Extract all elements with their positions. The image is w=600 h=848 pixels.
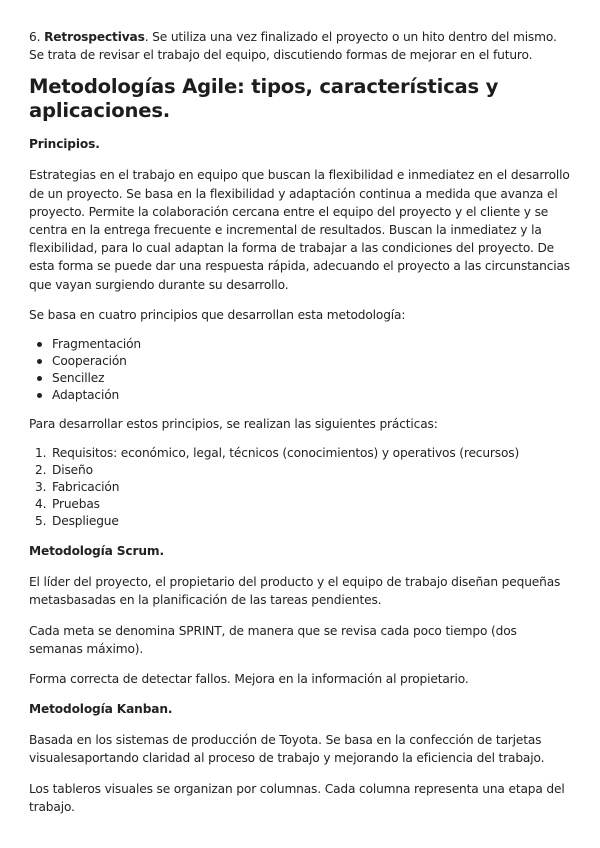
list-item-label: Fabricación: [52, 480, 120, 495]
practices-list: [29, 445, 572, 530]
list-item-label: Sencillez: [52, 371, 105, 386]
list-index: 1.: [35, 446, 47, 461]
scrum-paragraph-2: Cada meta se denomina SPRINT, de manera que se revisa cada poco tiempo (dos semanas máximo).: [29, 623, 517, 656]
item-text: . Se utiliza una vez finalizado el proyecto o un hito dentro del mismo. Se trata de revisar el trabajo del equipo, discutiendo formas de mejorar en el futuro.: [29, 30, 557, 63]
list-item-label: Fragmentación: [52, 337, 141, 352]
bullet-icon: [37, 359, 42, 364]
list-item: [29, 445, 572, 462]
list-item-label: Adaptación: [52, 388, 120, 403]
section-heading: Metodologías Agile: tipos, características y aplicaciones.: [29, 75, 499, 123]
bullet-icon: [37, 393, 42, 398]
principles-list: [29, 336, 572, 404]
list-item-label: Requisitos: económico, legal, técnicos (conocimientos) y operativos (recursos): [52, 446, 520, 461]
principios-title: Principios.: [29, 137, 100, 152]
scrum-title: Metodología Scrum.: [29, 544, 164, 559]
list-item-label: Diseño: [52, 463, 93, 478]
list-index: 3.: [35, 480, 47, 495]
list-item: [29, 370, 572, 387]
bullet-icon: [37, 376, 42, 381]
bullet-icon: [37, 342, 42, 347]
list-index: 5.: [35, 514, 47, 529]
list-item-label: Cooperación: [52, 354, 127, 369]
kanban-paragraph-2: Los tableros visuales se organizan por columnas. Cada columna representa una etapa del trabajo.: [29, 781, 565, 814]
list-item: [29, 387, 572, 404]
item-number: 6.: [29, 30, 41, 44]
list-index: 4.: [35, 497, 47, 512]
principios-paragraph: Estrategias en el trabajo en equipo que buscan la flexibilidad e inmediatez en el desarrollo de un proyecto. Se basa en la flexibilidad y adaptación continua a medida que avanza el proyecto. Permite la colaboración cercana entre el equipo del proyecto y el cliente y se centra en la entrega frecuente e incremental de resultados. Buscan la inmediatez y la flexibilidad, para lo cual adaptan la forma de trabajar a las condiciones del proyecto. De esta forma se puede dar una respuesta rápida, adecuando el proyecto a las circunstancias que vayan surgiendo durante su desarrollo.: [29, 168, 570, 292]
list-item: [29, 513, 572, 530]
list-item: [29, 353, 572, 370]
list-item: [29, 479, 572, 496]
list-item: [29, 496, 572, 513]
kanban-paragraph-1: Basada en los sistemas de producción de Toyota. Se basa en la confección de tarjetas visualesaportando claridad al proceso de trabajo y mejorando la eficiencia del trabajo.: [29, 733, 545, 766]
list-item: [29, 462, 572, 479]
scrum-paragraph-1: El líder del proyecto, el propietario del producto y el equipo de trabajo diseñan pequeñas metasbasadas en la planificación de las tareas pendientes.: [29, 575, 561, 608]
list-item: [29, 336, 572, 353]
list-item-label: Pruebas: [52, 497, 100, 512]
kanban-title: Metodología Kanban.: [29, 702, 173, 717]
steps-intro: Para desarrollar estos principios, se realizan las siguientes prácticas:: [29, 417, 438, 432]
retrospectivas-item: [29, 28, 572, 64]
item-term: Retrospectivas: [44, 30, 145, 44]
bullets-intro: Se basa en cuatro principios que desarrollan esta metodología:: [29, 307, 406, 322]
scrum-paragraph-3: Forma correcta de detectar fallos. Mejora en la información al propietario.: [29, 672, 469, 687]
list-index: 2.: [35, 463, 47, 478]
list-item-label: Despliegue: [52, 514, 119, 529]
